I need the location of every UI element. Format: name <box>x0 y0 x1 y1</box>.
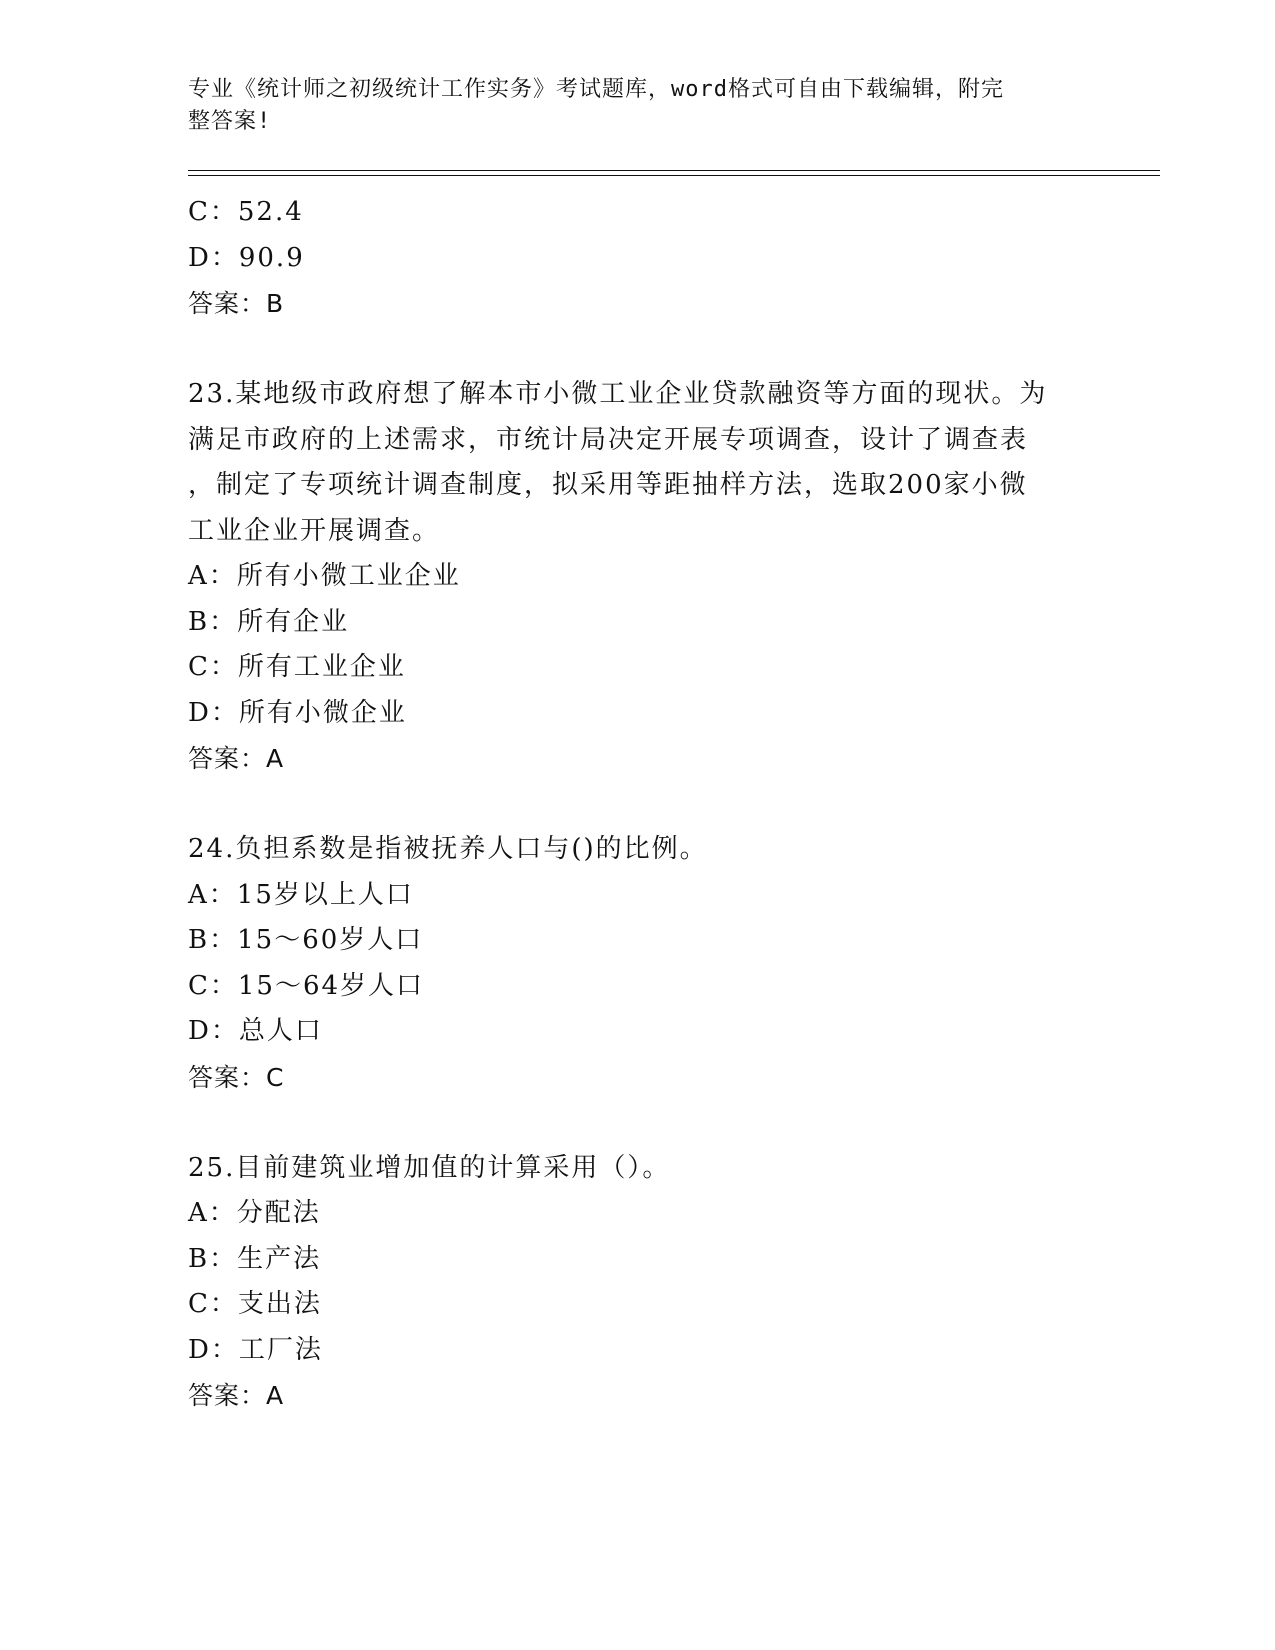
header-rule-bottom <box>188 175 1160 176</box>
question-stem: 23.某地级市政府想了解本市小微工业企业贷款融资等方面的现状。为 <box>188 379 1048 409</box>
spacer <box>188 782 1088 828</box>
option-a: A：15岁以上人口 <box>188 879 414 910</box>
option-b: B：生产法 <box>188 1243 322 1274</box>
option-c: C：所有工业企业 <box>188 652 406 682</box>
option-d: D：工厂法 <box>188 1334 323 1365</box>
question-23 <box>188 372 1088 782</box>
answer: 答案：B <box>188 289 285 318</box>
option-d: D：90.9 <box>188 242 305 273</box>
option-c: C：支出法 <box>188 1289 322 1319</box>
option-b: B：15～60岁人口 <box>188 925 424 955</box>
document-header <box>188 74 1068 138</box>
document-body <box>188 190 1088 1419</box>
header-rule-top <box>188 170 1160 171</box>
answer: 答案：A <box>188 1381 285 1410</box>
option-d: D：总人口 <box>188 1016 323 1046</box>
option-c: C：52.4 <box>188 197 304 227</box>
option-a: A：分配法 <box>188 1198 321 1228</box>
previous-question-tail <box>188 190 1088 327</box>
question-stem: 工业企业开展调查。 <box>188 515 441 546</box>
answer: 答案：C <box>188 1062 285 1092</box>
question-stem: ，制定了专项统计调查制度，拟采用等距抽样方法，选取200家小微 <box>188 470 1028 500</box>
spacer <box>188 327 1088 373</box>
header-line: 专业《统计师之初级统计工作实务》考试题库，word格式可自由下载编辑，附完 <box>188 77 1004 102</box>
question-24 <box>188 827 1088 1100</box>
header-line: 整答案! <box>188 109 272 134</box>
option-c: C：15～64岁人口 <box>188 970 425 1001</box>
option-b: B：所有企业 <box>188 606 350 637</box>
question-stem: 满足市政府的上述需求，市统计局决定开展专项调查，设计了调查表 <box>188 424 1029 455</box>
answer: 答案：A <box>188 744 285 773</box>
question-stem: 25.目前建筑业增加值的计算采用（）。 <box>188 1152 671 1183</box>
spacer <box>188 1100 1088 1146</box>
option-a: A：所有小微工业企业 <box>188 561 461 591</box>
question-stem: 24.负担系数是指被抚养人口与()的比例。 <box>188 834 708 864</box>
option-d: D：所有小微企业 <box>188 697 407 728</box>
question-25 <box>188 1146 1088 1419</box>
